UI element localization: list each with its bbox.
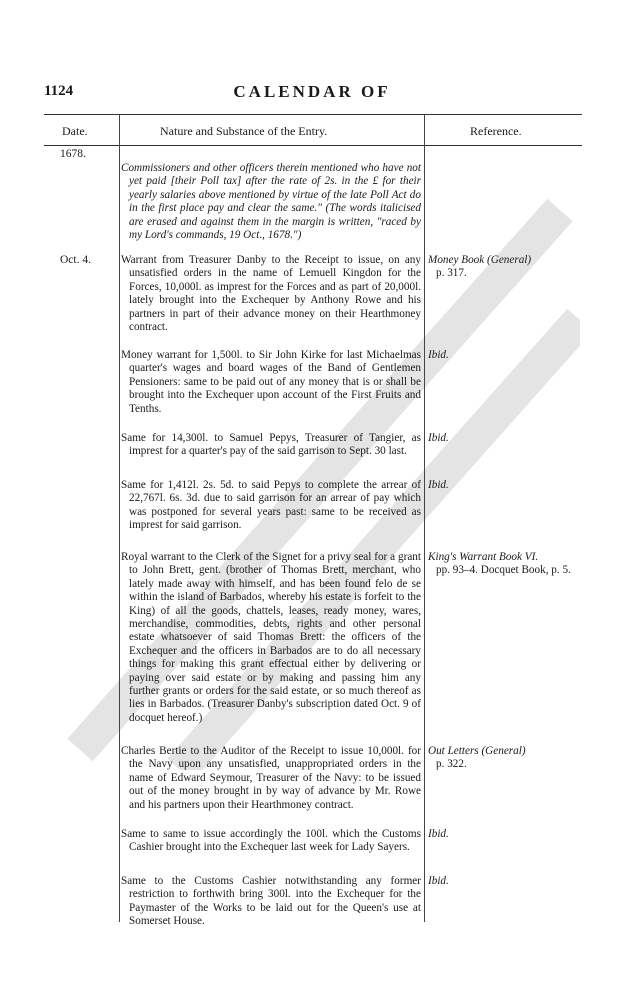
header-bottom-rule	[44, 145, 582, 146]
entry-text: Same for 1,412l. 2s. 5d. to said Pepys to complete the arrear of 22,767l. 6s. 3d. due to said garrison for an arrear of pay which was postponed for several years past: same to be received as imprest for said garrison.	[121, 479, 421, 532]
entry-reference	[428, 828, 593, 841]
column-divider-left	[119, 114, 120, 922]
entry-date: Oct. 4.	[60, 254, 91, 266]
entry-text: Same to the Customs Cashier notwithstanding any former restriction to forthwith bring 300l. into the Exchequer for the Paymaster of the Works to be laid out for the Queen's use at Somerset House.	[121, 875, 421, 928]
reference-source: Money Book (General)	[428, 254, 532, 266]
entry-reference	[428, 551, 593, 578]
entry-text: Money warrant for 1,500l. to Sir John Kirke for last Michaelmas quarter's wages and board wages of the Band of Gentlemen Pensioners: same to be paid out of any money that is or shall be brought into the Exchequer upon account of the First Fruits and Tenths.	[121, 349, 421, 415]
column-header-date: Date.	[62, 124, 88, 138]
entry-reference	[428, 432, 593, 445]
reference-page: p. 322.	[436, 758, 467, 771]
reference-source: Ibid.	[428, 349, 449, 361]
entry-reference	[428, 745, 593, 772]
entry-text: Royal warrant to the Clerk of the Signet for a privy seal for a grant to John Brett, gent. (brother of Thomas Brett, merchant, who lately made away with himself, and has been found felo de se within the island of Barbados, whereby his estate is forfeit to the King) of all the goods, chattels, leases, ready money, wares, merchandise, commodities, debts, rights and other personal estate whatsoever of said Thomas Brett: the officers of the Exchequer and the officers in Barbados are to do all necessary things for making this grant effectual either by delivering or paying over said estate or by making and passing him any further grants or orders for the said estate, or so much thereof as lies in Barbados. (Treasurer Danby's subscription dated Oct. 9 of docquet hereof.)	[121, 551, 421, 724]
entry-reference	[428, 479, 593, 492]
reference-source: Out Letters (General)	[428, 745, 526, 757]
entry-text: Charles Bertie to the Auditor of the Receipt to issue 10,000l. for the Navy upon any unsatisfied, unappropriated orders in the name of Edward Seymour, Treasurer of the Navy: to be issued out of the money brought in by way of advance by Mr. Rowe and his partners upon their Hearthmoney contract.	[121, 745, 421, 811]
column-divider-right	[424, 114, 425, 922]
reference-page: p. 317.	[436, 267, 467, 280]
reference-source: Ibid.	[428, 875, 449, 887]
page-number: 1124	[44, 83, 74, 99]
reference-source: King's Warrant Book VI.	[428, 551, 539, 563]
column-header-reference: Reference.	[470, 124, 522, 138]
reference-source: Ibid.	[428, 432, 449, 444]
entry-text: Same for 14,300l. to Samuel Pepys, Treasurer of Tangier, as imprest for a quarter's pay of the said garrison to Sept. 30 last.	[121, 432, 421, 458]
entry-text: Same to same to issue accordingly the 100l. which the Customs Cashier brought into the Exchequer last week for Lady Sayers.	[121, 828, 421, 854]
entry-text: Warrant from Treasurer Danby to the Receipt to issue, on any unsatisfied orders in the name of Lemuell Kingdon for the Forces, 10,000l. as imprest for the Forces and as part of 20,000l. lately brought into the Exchequer by Anthony Rowe and his partners in part of their advance money on their Hearthmoney contract.	[121, 254, 421, 334]
column-header-nature: Nature and Substance of the Entry.	[160, 124, 328, 138]
entry-reference	[428, 254, 593, 281]
entry-text: Commissioners and other officers therein mentioned who have not yet paid [their Poll tax] after the rate of 2s. in the £ for their yearly salaries above mentioned by virtue of the late Poll Act do in the first place pay and clear the same." (The words italicised are erased and against them in the margin is written, "raced by my Lord's commands, 19 Oct., 1678.")	[121, 162, 421, 242]
reference-source: Ibid.	[428, 828, 449, 840]
year-label: 1678.	[60, 148, 86, 160]
entry-reference	[428, 875, 593, 888]
reference-page: pp. 93–4. Docquet Book, p. 5.	[436, 564, 571, 577]
page-title: CALENDAR OF	[233, 82, 391, 101]
reference-source: Ibid.	[428, 479, 449, 491]
header-top-rule	[44, 114, 582, 115]
entry-reference	[428, 349, 593, 362]
